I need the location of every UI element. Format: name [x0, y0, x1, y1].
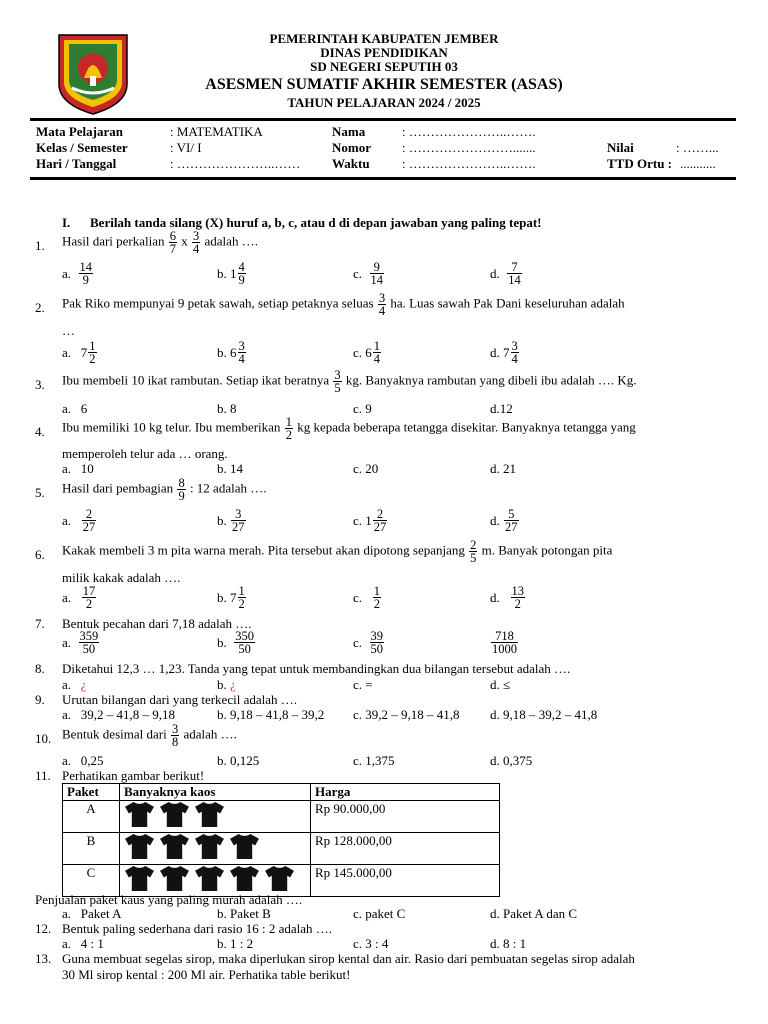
field-number[interactable]: : …………………….......: [402, 140, 536, 155]
field-date[interactable]: : …………………..……: [170, 156, 301, 171]
package-cell: C: [63, 865, 120, 897]
q3-option-c[interactable]: c. 9: [353, 401, 372, 416]
q9-option-b[interactable]: b. 9,18 – 41,8 – 39,2: [217, 707, 325, 722]
tshirt-icon: [159, 865, 190, 892]
tshirt-icon: [124, 865, 155, 892]
q1-option-b[interactable]: b. 1 $\frac{4}{9}$: [217, 260, 245, 287]
tshirt-icon: [124, 833, 155, 860]
q7-option-a[interactable]: a. $\frac{359}{50}$: [62, 629, 99, 656]
question-3-text: Ibu membeli 10 ikat rambutan. Setiap ikat beratnya $\frac{3}{5}$ kg. Banyaknya rambutan yang dibeli ibu adalah …. Kg.: [62, 368, 637, 395]
tshirt-icon: [194, 833, 225, 860]
q12-option-a[interactable]: a. 4 : 1: [62, 936, 104, 951]
q10-option-d[interactable]: d. 0,375: [490, 753, 533, 768]
question-4-number: 4.: [35, 424, 45, 439]
question-2-text-cont: …: [62, 323, 75, 338]
table-row: [63, 801, 500, 833]
question-12-number: 12.: [35, 921, 52, 936]
fraction: $\frac{1}{2}$: [285, 415, 292, 442]
q8-option-c[interactable]: c. =: [353, 677, 373, 692]
field-parent-signature[interactable]: ...........: [680, 156, 716, 171]
shirt-cell: [120, 801, 311, 833]
header-rule-bottom: [30, 177, 736, 180]
question-10-number: 10.: [35, 731, 52, 746]
question-1-text: Hasil dari perkalian $\frac{6}{7}$ x $\frac{3}{4}$ adalah ….: [62, 229, 258, 256]
fraction: $\frac{3}{4}$: [193, 229, 200, 256]
q9-option-a[interactable]: a. 39,2 – 41,8 – 9,18: [62, 707, 176, 722]
question-2-text: Pak Riko mempunyai 9 petak sawah, setiap petaknya seluas $\frac{3}{4}$ ha. Luas sawah Pak Dani keseluruhan adalah: [62, 291, 625, 318]
header-office: DINAS PENDIDIKAN: [320, 45, 448, 60]
q8-option-b[interactable]: b. ¿: [217, 677, 236, 692]
fraction: $\frac{3}{8}$: [171, 722, 179, 749]
q11-option-d[interactable]: d. Paket A dan C: [490, 906, 578, 921]
label-time: Waktu: [332, 156, 370, 171]
q3-option-a[interactable]: a. 6: [62, 401, 88, 416]
q1-option-c[interactable]: c. $\frac{9}{14}$: [353, 260, 384, 287]
q6-option-d[interactable]: d. $\frac{13}{2}$: [490, 584, 524, 611]
q8-option-d[interactable]: d. ≤: [490, 677, 511, 692]
question-13-text-cont: 30 Ml sirop kental : 200 Ml air. Perhatika table berikut!: [62, 967, 351, 982]
question-13-text: Guna membuat segelas sirop, maka diperlukan sirop kental dan air. Rasio dari pembuatan segelas sirop adalah: [62, 951, 635, 966]
question-5-number: 5.: [35, 485, 45, 500]
q9-option-c[interactable]: c. 39,2 – 9,18 – 41,8: [353, 707, 460, 722]
fraction: $\frac{2}{5}$: [470, 538, 477, 565]
question-1-number: 1.: [35, 238, 45, 253]
question-9-text: Urutan bilangan dari yang terkecil adalah ….: [62, 692, 297, 707]
q4-option-b[interactable]: b. 14: [217, 461, 243, 476]
column-header: Banyaknya kaos: [120, 784, 311, 801]
header-government: PEMERINTAH KABUPATEN JEMBER: [269, 31, 499, 46]
q1-option-a[interactable]: a. $\frac{14}{9}$: [62, 260, 93, 287]
label-date: Hari / Tanggal: [36, 156, 117, 171]
tshirt-icon: [159, 801, 190, 828]
price-cell: Rp 128.000,00: [311, 833, 500, 865]
tshirt-icon: [194, 865, 225, 892]
q4-option-c[interactable]: c. 20: [353, 461, 379, 476]
tshirt-icon: [229, 833, 260, 860]
q2-option-b[interactable]: b. 6 $\frac{3}{4}$: [217, 339, 245, 366]
question-13-number: 13.: [35, 951, 52, 966]
fraction: $\frac{3}{4}$: [378, 291, 386, 318]
label-score: Nilai: [607, 140, 634, 155]
q2-option-d[interactable]: d. 7 $\frac{3}{4}$: [490, 339, 518, 366]
question-6-number: 6.: [35, 547, 45, 562]
q10-option-b[interactable]: b. 0,125: [217, 753, 260, 768]
q12-option-b[interactable]: b. 1 : 2: [217, 936, 254, 951]
section-number: I.: [62, 215, 71, 230]
label-class: Kelas / Semester: [36, 140, 128, 155]
q5-option-c[interactable]: c. 1 $\frac{2}{27}$: [353, 507, 387, 534]
header-school: SD NEGERI SEPUTIH 03: [310, 59, 458, 74]
question-9-number: 9.: [35, 692, 45, 707]
question-6-text-cont: milik kakak adalah ….: [62, 570, 181, 585]
table-header-row: [63, 784, 500, 801]
package-cell: B: [63, 833, 120, 865]
price-cell: Rp 145.000,00: [311, 865, 500, 897]
field-time[interactable]: : …………………..…….: [402, 156, 536, 171]
label-parent-signature: TTD Ortu :: [607, 156, 672, 171]
q6-option-a[interactable]: a. $\frac{17}{2}$: [62, 584, 96, 611]
q8-option-a[interactable]: a. ¿: [62, 677, 87, 692]
field-score[interactable]: : ……...: [676, 140, 719, 155]
question-2-number: 2.: [35, 300, 45, 315]
header-rule-top: [30, 118, 736, 121]
price-cell: Rp 90.000,00: [311, 801, 500, 833]
question-4-text: Ibu memiliki 10 kg telur. Ibu memberikan $\frac{1}{2}$ kg kepada beberapa tetangga disekitar. Banyaknya tetangga yang: [62, 415, 636, 442]
column-header: Harga: [311, 784, 500, 801]
q7-option-d[interactable]: $\frac{718}{1000}$: [492, 629, 517, 656]
question-5-text: Hasil dari pembagian $\frac{8}{9}$ : 12 adalah ….: [62, 476, 267, 503]
question-11-text: Perhatikan gambar berikut!: [62, 768, 205, 783]
question-7-number: 7.: [35, 616, 45, 631]
q2-option-c[interactable]: c. 6 $\frac{1}{4}$: [353, 339, 381, 366]
question-11-number: 11.: [35, 768, 51, 783]
q3-option-b[interactable]: b. 8: [217, 401, 237, 416]
q2-option-a[interactable]: a. 7 $\frac{1}{2}$: [62, 339, 96, 366]
label-name: Nama: [332, 124, 366, 139]
label-subject: Mata Pelajaran: [36, 124, 124, 139]
q10-option-c[interactable]: c. 1,375: [353, 753, 395, 768]
q7-option-c[interactable]: c. $\frac{39}{50}$: [353, 629, 384, 656]
value-subject: : MATEMATIKA: [170, 124, 263, 139]
q11-option-c[interactable]: c. paket C: [353, 906, 406, 921]
tshirt-icon: [124, 801, 155, 828]
header-year: TAHUN PELAJARAN 2024 / 2025: [287, 95, 481, 110]
fraction: $\frac{8}{9}$: [178, 476, 185, 503]
fraction: $\frac{3}{5}$: [334, 368, 341, 395]
package-table: [62, 783, 500, 897]
section-instruction: Berilah tanda silang (X) huruf a, b, c, atau d di depan jawaban yang paling tepat!: [90, 215, 542, 230]
q10-option-a[interactable]: a. 0,25: [62, 753, 104, 768]
question-11-prompt: Penjualan paket kaus yang paling murah adalah ….: [35, 892, 303, 907]
question-8-number: 8.: [35, 661, 45, 676]
q6-option-c[interactable]: c. $\frac{1}{2}$: [353, 584, 381, 611]
question-6-text: Kakak membeli 3 m pita warna merah. Pita tersebut akan dipotong sepanjang $\frac{2}{5}$ m. Banyak potongan pita: [62, 538, 613, 565]
q5-option-d[interactable]: d. $\frac{5}{27}$: [490, 507, 518, 534]
question-10-text: Bentuk desimal dari $\frac{3}{8}$ adalah ….: [62, 722, 237, 749]
tshirt-icon: [194, 801, 225, 828]
q3-option-d[interactable]: d.12: [490, 401, 513, 416]
q12-option-d[interactable]: d. 8 : 1: [490, 936, 527, 951]
package-cell: A: [63, 801, 120, 833]
fraction: $\frac{6}{7}$: [169, 229, 177, 256]
question-3-number: 3.: [35, 377, 45, 392]
q12-option-c[interactable]: c. 3 : 4: [353, 936, 389, 951]
question-12-text: Bentuk paling sederhana dari rasio 16 : 2 adalah ….: [62, 921, 333, 936]
question-4-text-cont: memperoleh telur ada … orang.: [62, 446, 228, 461]
label-number: Nomor: [332, 140, 371, 155]
table-row: [63, 833, 500, 865]
q7-option-b[interactable]: b. $\frac{350}{50}$: [217, 629, 254, 656]
value-class: : VI/ I: [170, 140, 202, 155]
question-8-text: Diketahui 12,3 … 1,23. Tanda yang tepat untuk membandingkan dua bilangan tersebut adalah ….: [62, 661, 571, 676]
q4-option-a[interactable]: a. 10: [62, 461, 94, 476]
q4-option-d[interactable]: d. 21: [490, 461, 516, 476]
tshirt-icon: [264, 865, 295, 892]
column-header: Paket: [63, 784, 120, 801]
field-name[interactable]: : …………………..…….: [402, 124, 536, 139]
q1-option-d[interactable]: d. $\frac{7}{14}$: [490, 260, 521, 287]
q6-option-b[interactable]: b. 7 $\frac{1}{2}$: [217, 584, 245, 611]
tshirt-icon: [229, 865, 260, 892]
header-exam-title: ASESMEN SUMATIF AKHIR SEMESTER (ASAS): [205, 76, 563, 93]
tshirt-icon: [159, 833, 190, 860]
shirt-cell: [120, 833, 311, 865]
q11-option-b[interactable]: b. Paket B: [217, 906, 271, 921]
q5-option-a[interactable]: a. $\frac{2}{27}$: [62, 507, 96, 534]
question-7-text: Bentuk pecahan dari 7,18 adalah ….: [62, 616, 252, 631]
q11-option-a[interactable]: a. Paket A: [62, 906, 122, 921]
q5-option-b[interactable]: b. $\frac{3}{27}$: [217, 507, 245, 534]
q9-option-d[interactable]: d. 9,18 – 39,2 – 41,8: [490, 707, 598, 722]
